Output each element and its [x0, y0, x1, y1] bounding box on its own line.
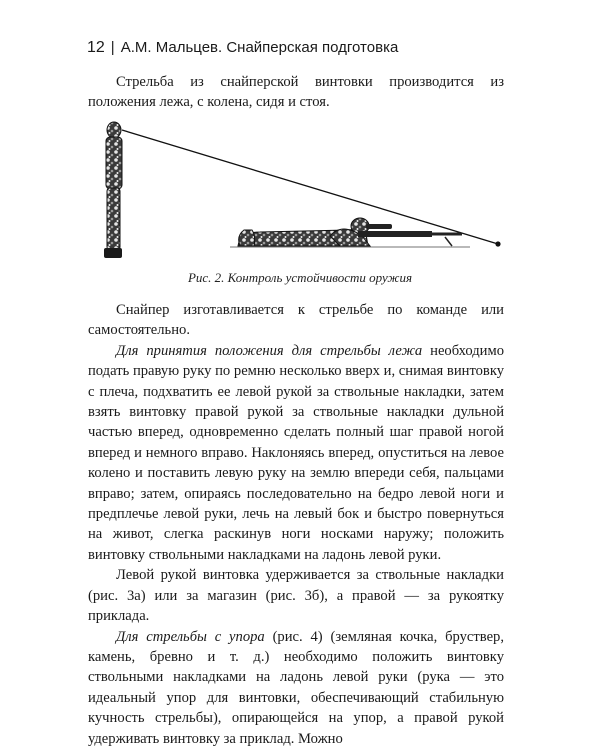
running-header: [87, 39, 527, 57]
prone-sniper-figure: [238, 218, 370, 246]
figure-illustration: [90, 118, 510, 268]
paragraph-text: Снайпер изготавливается к стрельбе по команде или самостоятельно.: [88, 302, 504, 339]
rifle: [358, 224, 462, 246]
paragraph-text: необходимо подать правую руку по ремню несколько вверх и, снимая винтовку с плеча, подхватить ее левой рукой за ствольные накладки, затем взять винтовку правой рукой за ствольные накладки дульной частью вперед, одновременно сделать полный шаг правой ногой вперед и немного вправо. Наклоняясь вперед, опуститься на левое колено и поставить левую руку на землю впереди себя, пальцами вправо; затем, опираясь последовательно на бедро левой ноги и предплечье левой руки, лечь на левый бок и быстро повернуться на живот, слегка раскинув ноги носками наружу; положить винтовку ствольными накладками на ладонь левой руки.: [88, 342, 504, 563]
figure-caption: Рис. 2. Контроль устойчивости оружия: [187, 270, 413, 285]
target-point: [495, 241, 500, 246]
running-title: А.М. Мальцев. Снайперская подготовка: [120, 39, 399, 56]
sight-line: [122, 130, 498, 244]
standing-sniper-figure: [104, 122, 122, 258]
page-number: 12: [87, 39, 105, 56]
paragraph: [88, 300, 504, 341]
paragraph: [88, 565, 504, 626]
paragraph-text: Левой рукой винтовка удерживается за ствольные накладки (рис. 3а) или за магазин (рис. 3б), а правой — за рукоятку приклада.: [88, 567, 504, 625]
paragraph: [88, 627, 504, 749]
paragraph: [88, 341, 504, 565]
paragraph-lead: Для принятия положения для стрельбы лежа: [116, 342, 423, 359]
intro-paragraph: Стрельба из снайперской винтовки производится из положения лежа, с колена, сидя и стоя.: [88, 74, 504, 111]
paragraph-text: (рис. 4) (земляная кочка, бруствер, камень, бревно и т. д.) необходимо положить винтовку ствольными накладками на ладонь левой руки (рука — это идеальный упор для винтовки, обеспечивающий стабильную кучность стрельбы), опирающейся на упор, а правой рукой удерживать винтовку за приклад. Можно: [88, 628, 504, 747]
body-text-block: [88, 300, 504, 749]
header-separator: |: [110, 39, 115, 56]
intro-text-block: [88, 72, 504, 113]
paragraph-lead: Для стрельбы с упора: [116, 628, 265, 645]
figure-svg: [90, 118, 510, 268]
